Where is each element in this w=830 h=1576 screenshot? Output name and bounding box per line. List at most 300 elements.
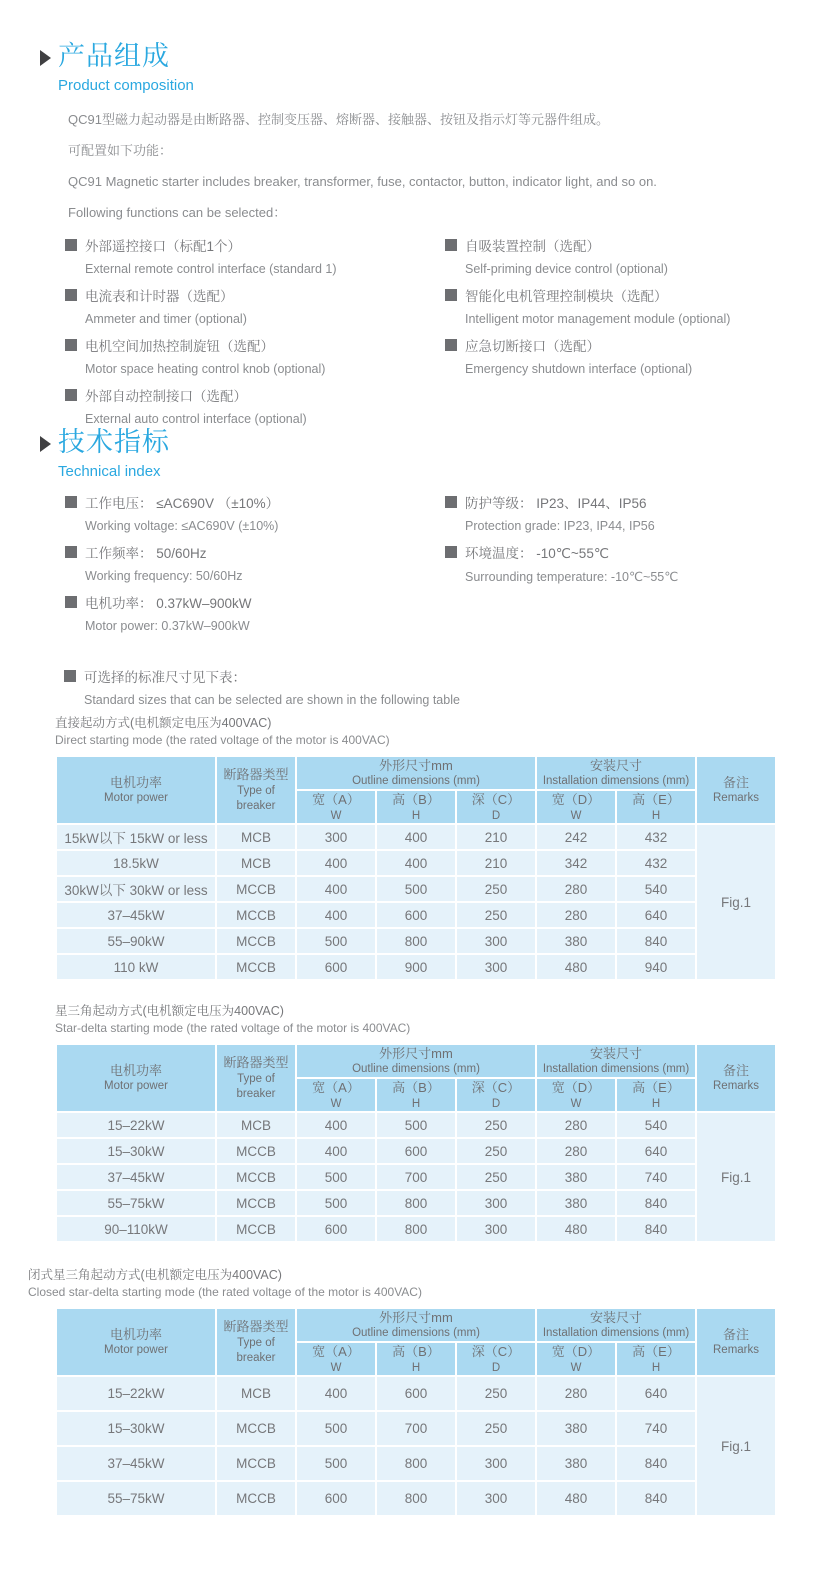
col-group-outline-cn: 外形尺寸mm — [379, 1309, 453, 1325]
col-header-motor-power-en: Motor power — [104, 1344, 168, 1357]
table-caption-en: Star-delta starting mode (the rated voltage of the motor is 400VAC) — [55, 1021, 411, 1036]
bullet-square-icon — [65, 389, 77, 401]
spec-item-en: Working frequency: 50/60Hz — [85, 568, 243, 583]
triangle-marker-icon — [40, 50, 51, 66]
cell-dimension: 700 — [376, 1411, 456, 1446]
cell-dimension: 840 — [616, 928, 696, 954]
feature-item-en: External auto control interface (optional) — [85, 412, 307, 427]
col-header-remarks-cn: 备注 — [723, 1062, 750, 1078]
col-header-breaker-type — [216, 1044, 296, 1113]
cell-dimension: 640 — [616, 902, 696, 928]
table-caption-en: Closed star-delta starting mode (the rated voltage of the motor is 400VAC) — [28, 1285, 422, 1300]
intro-paragraph-en: QC91 Magnetic starter includes breaker, transformer, fuse, contactor, button, indicator light, and so on. — [68, 173, 657, 189]
section-header — [40, 428, 800, 480]
table-caption-cn: 闭式星三角起动方式(电机额定电压为400VAC) — [28, 1268, 282, 1282]
feature-item-en: Emergency shutdown interface (optional) — [465, 362, 693, 377]
table-row — [56, 1481, 776, 1516]
cell-dimension: 300 — [456, 1481, 536, 1516]
table-row — [56, 1216, 776, 1242]
cell-breaker-type: MCCB — [216, 928, 296, 954]
col-subheader-width-d-en: W — [570, 1361, 582, 1374]
cell-motor-power: 15–22kW — [56, 1112, 216, 1138]
cell-motor-power: 30kW以下 30kW or less — [56, 876, 216, 902]
cell-dimension: 280 — [536, 1376, 616, 1411]
col-subheader-height-e-cn: 高（E） — [632, 1080, 680, 1095]
col-subheader-height-b-cn: 高（B） — [392, 792, 440, 807]
feature-item-en: External remote control interface (standard 1) — [85, 262, 337, 277]
cell-dimension: 250 — [456, 1112, 536, 1138]
cell-dimension: 400 — [296, 850, 376, 876]
bullet-square-icon — [65, 339, 77, 351]
col-group-installation-en: Installation dimensions (mm) — [542, 775, 690, 788]
col-header-breaker-type-cn: 断路器类型 — [223, 1319, 289, 1335]
col-subheader-height-e-cn: 高（E） — [632, 792, 680, 807]
cell-dimension: 500 — [296, 1446, 376, 1481]
spec-item-en: Motor power: 0.37kW–900kW — [85, 618, 250, 633]
col-group-installation-en: Installation dimensions (mm) — [542, 1327, 690, 1340]
table-caption — [55, 714, 777, 750]
dimensions-table — [55, 755, 777, 982]
table-body — [56, 824, 776, 980]
col-header-remarks-en: Remarks — [713, 1344, 760, 1357]
table-row — [56, 1190, 776, 1216]
spec-item-en: Protection grade: IP23, IP44, IP56 — [465, 518, 655, 533]
table-row — [56, 928, 776, 954]
col-subheader-depth-c-cn: 深（C） — [471, 1080, 521, 1095]
col-header-breaker-type-en: Type of breaker — [236, 1336, 276, 1364]
cell-dimension: 380 — [536, 1411, 616, 1446]
bullet-square-icon — [65, 546, 77, 558]
table-caption — [55, 1002, 777, 1038]
col-subheader-depth-c-cn: 深（C） — [471, 1344, 521, 1359]
feature-item — [445, 285, 790, 326]
col-group-installation-cn: 安装尺寸 — [590, 1045, 643, 1061]
feature-item-cn-row — [65, 385, 445, 405]
cell-dimension: 540 — [616, 876, 696, 902]
col-subheader-height-e — [616, 1342, 696, 1376]
col-header-remarks — [696, 1308, 776, 1377]
dimensions-table — [55, 1043, 777, 1244]
cell-dimension: 840 — [616, 1190, 696, 1216]
cell-dimension: 380 — [536, 1190, 616, 1216]
table-body — [56, 1112, 776, 1242]
feature-item-cn-row — [65, 235, 445, 255]
cell-dimension: 600 — [296, 1216, 376, 1242]
cell-breaker-type: MCB — [216, 824, 296, 850]
cell-dimension: 480 — [536, 1216, 616, 1242]
section-header — [40, 42, 800, 94]
table-head — [56, 1044, 776, 1113]
col-header-breaker-type-en: Type of breaker — [236, 1072, 276, 1100]
col-subheader-height-b-cn: 高（B） — [392, 1344, 440, 1359]
cell-dimension: 900 — [376, 954, 456, 980]
cell-dimension: 480 — [536, 954, 616, 980]
cell-motor-power: 37–45kW — [56, 902, 216, 928]
col-header-breaker-type — [216, 1308, 296, 1377]
table-head — [56, 1308, 776, 1377]
cell-dimension: 800 — [376, 1216, 456, 1242]
cell-dimension: 250 — [456, 902, 536, 928]
feature-item-en: Intelligent motor management module (optional) — [465, 312, 731, 327]
col-subheader-width-d-cn: 宽（D） — [551, 1080, 601, 1095]
table-caption — [28, 1266, 777, 1302]
feature-item — [445, 335, 790, 376]
cell-dimension: 400 — [296, 1138, 376, 1164]
col-subheader-height-b — [376, 790, 456, 824]
cell-remark: Fig.1 — [696, 824, 776, 980]
col-subheader-width-d-cn: 宽（D） — [551, 1344, 601, 1359]
technical-index-section — [40, 428, 800, 642]
spec-item — [65, 592, 445, 633]
cell-dimension: 400 — [296, 876, 376, 902]
col-group-outline-en: Outline dimensions (mm) — [352, 775, 480, 788]
cell-dimension: 640 — [616, 1376, 696, 1411]
size-note-cn: 可选择的标准尺寸见下表： — [84, 670, 246, 685]
spec-item — [65, 492, 445, 533]
col-subheader-height-e-cn: 高（E） — [632, 1344, 680, 1359]
cell-dimension: 432 — [616, 850, 696, 876]
spec-item-cn: 环境温度： -10℃~55℃ — [465, 545, 609, 561]
cell-breaker-type: MCCB — [216, 1481, 296, 1516]
table-row — [56, 1376, 776, 1411]
bullet-square-icon — [445, 289, 457, 301]
triangle-marker-icon — [40, 436, 51, 452]
cell-dimension: 250 — [456, 1164, 536, 1190]
cell-motor-power: 110 kW — [56, 954, 216, 980]
col-header-breaker-type-cn: 断路器类型 — [223, 1055, 289, 1071]
col-subheader-width-d-en: W — [570, 809, 582, 822]
intro-paragraphs — [68, 110, 800, 224]
cell-motor-power: 55–75kW — [56, 1190, 216, 1216]
feature-item-en: Self-priming device control (optional) — [465, 262, 668, 277]
cell-dimension: 500 — [296, 1411, 376, 1446]
dimension-table-block — [55, 714, 777, 981]
feature-item-cn-row — [65, 335, 445, 355]
cell-dimension: 242 — [536, 824, 616, 850]
table-row — [56, 1446, 776, 1481]
intro-paragraph-cn: QC91型磁力起动器是由断路器、控制变压器、熔断器、接触器、按钮及指示灯等元器件组成。 — [68, 111, 609, 127]
col-subheader-width-a — [296, 790, 376, 824]
col-header-motor-power-en: Motor power — [104, 1080, 168, 1093]
cell-dimension: 380 — [536, 928, 616, 954]
intro-paragraph-cn2: 可配置如下功能： — [68, 142, 173, 158]
table-body — [56, 1376, 776, 1516]
features-right-column — [445, 235, 790, 435]
cell-breaker-type: MCB — [216, 1376, 296, 1411]
table-row — [56, 954, 776, 980]
specs-right-column — [445, 492, 790, 642]
col-subheader-width-a-cn: 宽（A） — [312, 1344, 360, 1359]
cell-dimension: 500 — [376, 1112, 456, 1138]
cell-dimension: 300 — [456, 928, 536, 954]
col-group-installation-dimensions — [536, 1308, 696, 1342]
col-header-breaker-type — [216, 756, 296, 825]
feature-item — [65, 335, 445, 376]
section-title-cn: 技术指标 — [58, 427, 170, 457]
col-subheader-height-e-en: H — [651, 1097, 661, 1110]
col-group-outline-cn: 外形尺寸mm — [379, 1045, 453, 1061]
col-subheader-width-d — [536, 1342, 616, 1376]
col-subheader-height-b-cn: 高（B） — [392, 1080, 440, 1095]
dimensions-table — [55, 1307, 777, 1518]
col-header-motor-power — [56, 756, 216, 825]
col-group-installation-en: Installation dimensions (mm) — [542, 1063, 690, 1076]
cell-dimension: 250 — [456, 1138, 536, 1164]
col-header-breaker-type-cn: 断路器类型 — [223, 767, 289, 783]
feature-item-cn: 电机空间加热控制旋钮（选配） — [85, 339, 274, 355]
cell-remark: Fig.1 — [696, 1112, 776, 1242]
bullet-square-icon — [445, 239, 457, 251]
cell-dimension: 600 — [296, 1481, 376, 1516]
cell-dimension: 600 — [296, 954, 376, 980]
table-caption-en: Direct starting mode (the rated voltage of the motor is 400VAC) — [55, 733, 390, 748]
col-header-remarks-cn: 备注 — [723, 774, 750, 790]
col-subheader-depth-c-cn: 深（C） — [471, 792, 521, 807]
feature-item — [65, 385, 445, 426]
col-subheader-depth-c — [456, 1078, 536, 1112]
table-caption-cn: 星三角起动方式(电机额定电压为400VAC) — [55, 1004, 284, 1018]
col-subheader-width-a-en: W — [330, 1097, 342, 1110]
cell-dimension: 840 — [616, 1216, 696, 1242]
col-group-installation-cn: 安装尺寸 — [590, 757, 643, 773]
col-subheader-width-a-cn: 宽（A） — [312, 792, 360, 807]
cell-dimension: 210 — [456, 824, 536, 850]
cell-breaker-type: MCCB — [216, 876, 296, 902]
table-row — [56, 824, 776, 850]
col-header-remarks-en: Remarks — [713, 792, 760, 805]
col-subheader-height-b — [376, 1342, 456, 1376]
cell-breaker-type: MCCB — [216, 1138, 296, 1164]
col-subheader-height-e — [616, 790, 696, 824]
cell-breaker-type: MCCB — [216, 1190, 296, 1216]
col-subheader-height-b-en: H — [411, 809, 421, 822]
cell-dimension: 700 — [376, 1164, 456, 1190]
table-row — [56, 1164, 776, 1190]
col-group-outline-en: Outline dimensions (mm) — [352, 1063, 480, 1076]
cell-dimension: 400 — [296, 1376, 376, 1411]
col-header-motor-power — [56, 1044, 216, 1113]
cell-dimension: 500 — [376, 876, 456, 902]
section-title-en: Product composition — [58, 76, 194, 94]
feature-item-cn-row — [445, 235, 790, 255]
cell-dimension: 540 — [616, 1112, 696, 1138]
cell-breaker-type: MCCB — [216, 1411, 296, 1446]
cell-dimension: 500 — [296, 1190, 376, 1216]
table-row — [56, 850, 776, 876]
cell-motor-power: 90–110kW — [56, 1216, 216, 1242]
bullet-square-icon — [65, 289, 77, 301]
cell-dimension: 740 — [616, 1411, 696, 1446]
spec-item-cn: 工作频率： 50/60Hz — [85, 545, 207, 561]
features-left-column — [65, 235, 445, 435]
specs-left-column — [65, 492, 445, 642]
bullet-square-icon — [65, 239, 77, 251]
cell-dimension: 640 — [616, 1138, 696, 1164]
section-title-en: Technical index — [58, 462, 161, 480]
cell-dimension: 800 — [376, 1190, 456, 1216]
col-subheader-height-e-en: H — [651, 809, 661, 822]
cell-motor-power: 37–45kW — [56, 1446, 216, 1481]
col-subheader-height-b-en: H — [411, 1361, 421, 1374]
cell-dimension: 432 — [616, 824, 696, 850]
dimension-table-block — [28, 1266, 777, 1517]
cell-dimension: 210 — [456, 850, 536, 876]
cell-breaker-type: MCCB — [216, 1446, 296, 1481]
feature-item — [65, 285, 445, 326]
cell-dimension: 250 — [456, 1376, 536, 1411]
intro-paragraph-en2: Following functions can be selected： — [68, 205, 287, 221]
col-subheader-width-a-en: W — [330, 1361, 342, 1374]
col-subheader-width-d — [536, 1078, 616, 1112]
cell-dimension: 800 — [376, 928, 456, 954]
standard-size-note — [64, 666, 460, 707]
cell-dimension: 600 — [376, 902, 456, 928]
features-columns — [65, 235, 800, 435]
feature-item-cn-row — [445, 335, 790, 355]
col-subheader-width-d — [536, 790, 616, 824]
cell-dimension: 380 — [536, 1164, 616, 1190]
col-group-outline-dimensions — [296, 1308, 536, 1342]
cell-dimension: 840 — [616, 1481, 696, 1516]
col-subheader-depth-c — [456, 790, 536, 824]
table-row — [56, 876, 776, 902]
section-title-cn: 产品组成 — [58, 41, 170, 71]
cell-breaker-type: MCCB — [216, 1164, 296, 1190]
cell-remark: Fig.1 — [696, 1376, 776, 1516]
spec-item — [445, 492, 790, 533]
table-row — [56, 1138, 776, 1164]
cell-dimension: 300 — [456, 1216, 536, 1242]
cell-breaker-type: MCCB — [216, 902, 296, 928]
col-subheader-width-d-cn: 宽（D） — [551, 792, 601, 807]
col-subheader-width-d-en: W — [570, 1097, 582, 1110]
size-note-en: Standard sizes that can be selected are shown in the following table — [84, 693, 460, 707]
col-header-remarks-cn: 备注 — [723, 1326, 750, 1342]
cell-dimension: 400 — [376, 850, 456, 876]
cell-dimension: 500 — [296, 1164, 376, 1190]
cell-motor-power: 18.5kW — [56, 850, 216, 876]
spec-item — [65, 542, 445, 583]
col-subheader-depth-c-en: D — [491, 1097, 501, 1110]
cell-dimension: 380 — [536, 1446, 616, 1481]
cell-motor-power: 15–30kW — [56, 1411, 216, 1446]
col-header-motor-power-cn: 电机功率 — [109, 774, 162, 790]
table-head — [56, 756, 776, 825]
spec-item-cn: 防护等级： IP23、IP44、IP56 — [465, 495, 647, 511]
col-subheader-depth-c — [456, 1342, 536, 1376]
col-subheader-depth-c-en: D — [491, 1361, 501, 1374]
cell-dimension: 280 — [536, 1112, 616, 1138]
col-subheader-width-a — [296, 1342, 376, 1376]
col-group-outline-dimensions — [296, 756, 536, 790]
spec-item-cn-row — [65, 592, 445, 612]
cell-breaker-type: MCB — [216, 1112, 296, 1138]
cell-dimension: 480 — [536, 1481, 616, 1516]
cell-dimension: 800 — [376, 1446, 456, 1481]
cell-motor-power: 37–45kW — [56, 1164, 216, 1190]
col-group-outline-en: Outline dimensions (mm) — [352, 1327, 480, 1340]
col-subheader-width-a-cn: 宽（A） — [312, 1080, 360, 1095]
feature-item-cn-row — [445, 285, 790, 305]
cell-dimension: 400 — [376, 824, 456, 850]
col-header-motor-power-en: Motor power — [104, 792, 168, 805]
spec-item-cn: 工作电压： ≤AC690V （±10%） — [85, 495, 280, 511]
col-header-motor-power-cn: 电机功率 — [109, 1326, 162, 1342]
col-subheader-height-e-en: H — [651, 1361, 661, 1374]
cell-dimension: 250 — [456, 1411, 536, 1446]
cell-dimension: 280 — [536, 876, 616, 902]
spec-item-cn-row — [445, 492, 790, 512]
col-subheader-height-e — [616, 1078, 696, 1112]
cell-breaker-type: MCCB — [216, 1216, 296, 1242]
cell-dimension: 300 — [296, 824, 376, 850]
spec-item-en: Working voltage: ≤AC690V (±10%) — [85, 518, 279, 533]
bullet-square-icon — [445, 496, 457, 508]
col-subheader-depth-c-en: D — [491, 809, 501, 822]
feature-item-en: Motor space heating control knob (optional) — [85, 362, 326, 377]
cell-motor-power: 15–22kW — [56, 1376, 216, 1411]
table-row — [56, 1112, 776, 1138]
cell-dimension: 300 — [456, 1446, 536, 1481]
specs-columns — [65, 492, 800, 642]
spec-item — [445, 542, 790, 584]
cell-dimension: 280 — [536, 902, 616, 928]
feature-item-cn: 自吸装置控制（选配） — [465, 239, 600, 255]
spec-item-en: Surrounding temperature: -10℃~55℃ — [465, 569, 679, 584]
col-header-remarks — [696, 756, 776, 825]
feature-item-cn: 电流表和计时器（选配） — [85, 289, 234, 305]
feature-item-cn: 智能化电机管理控制模块（选配） — [465, 289, 668, 305]
col-group-outline-dimensions — [296, 1044, 536, 1078]
cell-dimension: 600 — [376, 1376, 456, 1411]
col-header-remarks — [696, 1044, 776, 1113]
col-subheader-height-b — [376, 1078, 456, 1112]
col-header-motor-power — [56, 1308, 216, 1377]
dimension-table-block — [55, 1002, 777, 1243]
feature-item — [445, 235, 790, 276]
cell-motor-power: 55–90kW — [56, 928, 216, 954]
spec-item-cn-row — [65, 492, 445, 512]
cell-dimension: 600 — [376, 1138, 456, 1164]
cell-dimension: 300 — [456, 954, 536, 980]
bullet-square-icon — [445, 339, 457, 351]
col-group-outline-cn: 外形尺寸mm — [379, 757, 453, 773]
product-composition-section — [40, 42, 800, 435]
table-row — [56, 902, 776, 928]
cell-dimension: 250 — [456, 876, 536, 902]
bullet-square-icon — [65, 596, 77, 608]
col-group-installation-dimensions — [536, 1044, 696, 1078]
col-subheader-width-a — [296, 1078, 376, 1112]
col-group-installation-dimensions — [536, 756, 696, 790]
col-header-motor-power-cn: 电机功率 — [109, 1062, 162, 1078]
feature-item — [65, 235, 445, 276]
bullet-square-icon — [445, 546, 457, 558]
cell-dimension: 400 — [296, 902, 376, 928]
feature-item-cn: 外部遥控接口（标配1个） — [85, 239, 242, 255]
cell-dimension: 400 — [296, 1112, 376, 1138]
cell-motor-power: 55–75kW — [56, 1481, 216, 1516]
cell-dimension: 800 — [376, 1481, 456, 1516]
cell-dimension: 840 — [616, 1446, 696, 1481]
bullet-square-icon — [65, 496, 77, 508]
cell-dimension: 280 — [536, 1138, 616, 1164]
cell-dimension: 500 — [296, 928, 376, 954]
feature-item-cn: 应急切断接口（选配） — [465, 339, 600, 355]
col-group-installation-cn: 安装尺寸 — [590, 1309, 643, 1325]
table-caption-cn: 直接起动方式(电机额定电压为400VAC) — [55, 716, 272, 730]
cell-dimension: 740 — [616, 1164, 696, 1190]
